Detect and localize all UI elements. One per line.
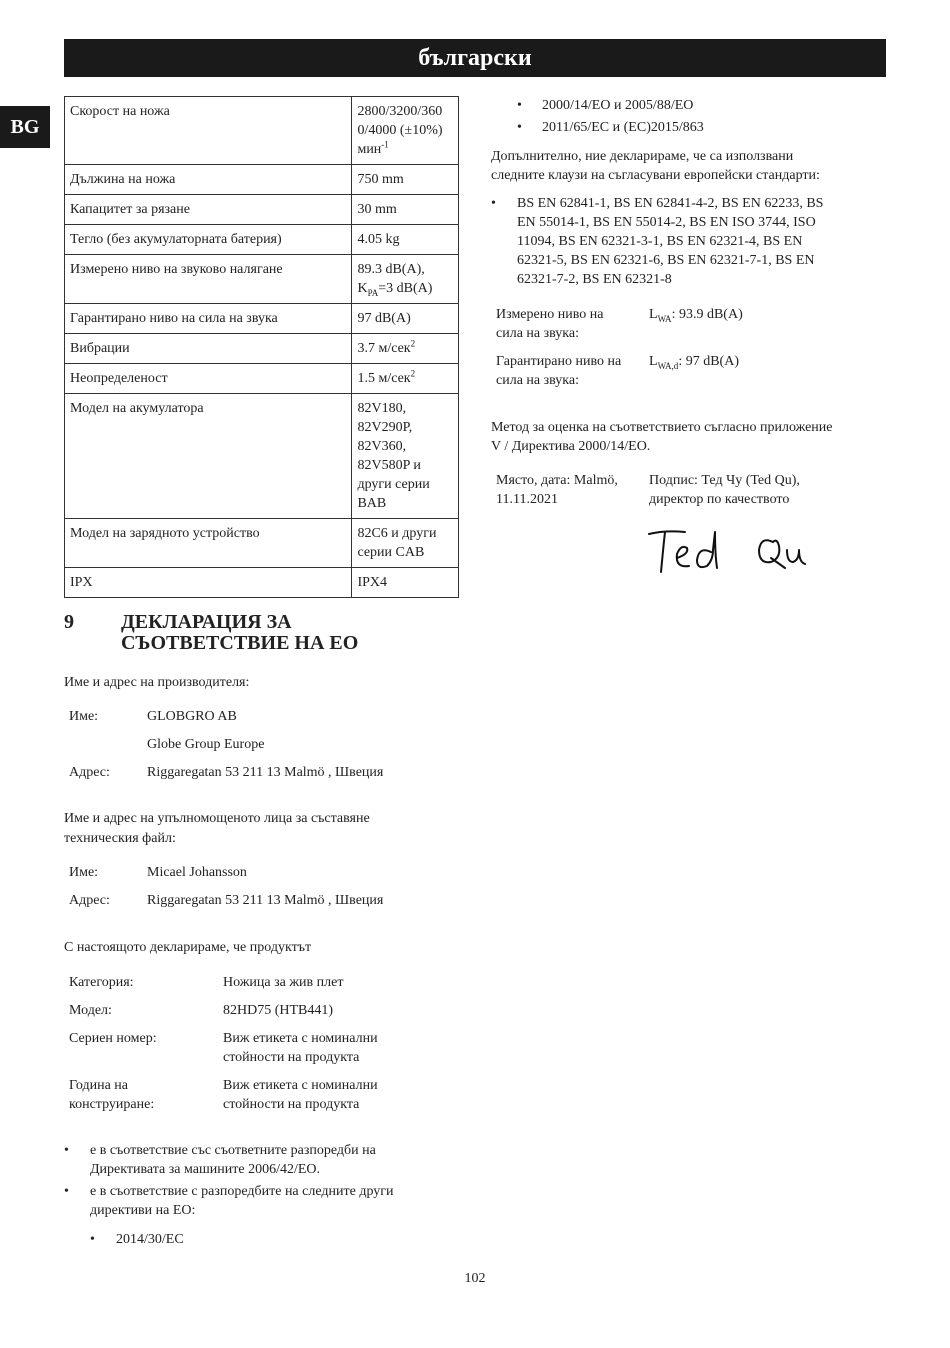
spec-row — [65, 97, 459, 165]
standards-intro-2: следните клаузи на съгласувани европейски стандарти: — [491, 168, 820, 183]
product-year-1: Виж етикета с номинални — [223, 1078, 378, 1093]
page-number: 102 — [464, 1271, 486, 1286]
spec-value: 82C6 и други серии CAB — [352, 519, 459, 568]
bullet-dot: • — [517, 120, 522, 135]
directive-2014-30: 2014/30/EC — [116, 1232, 184, 1247]
directive-2000-14: 2000/14/ЕО и 2005/88/ЕО — [542, 98, 694, 113]
language-tab: BG — [0, 106, 50, 148]
directive-2011-65: 2011/65/EC и (EC)2015/863 — [542, 120, 704, 135]
authorized-address: Riggaregatan 53 211 13 Malmö , Швеция — [147, 893, 384, 908]
spec-label: Измерено ниво на звуково налягане — [65, 255, 352, 304]
spec-value: 2800/3200/360 0/4000 (±10%) мин$^{-1}$ — [352, 97, 459, 165]
spec-row — [65, 519, 459, 568]
spec-table — [64, 96, 459, 598]
spec-value: 4.05 kg — [352, 225, 459, 255]
compliance-b1-line-1: е в съответствие със съответните разпоредби на — [90, 1143, 376, 1158]
section-title: ДЕКЛАРАЦИЯ ЗА СЪОТВЕТСТВИЕ НА ЕО — [121, 611, 359, 654]
spec-label: Гарантирано ниво на сила на звука — [65, 304, 352, 334]
spec-value: 82V180, 82V290P, 82V360, 82V580P и други серии BAB — [352, 394, 459, 519]
standards-line-3: 11094, BS EN 62321-3-1, BS EN 62321-4, BS EN — [517, 234, 803, 249]
bullet-dot: • — [491, 196, 496, 211]
product-model-label: Модел: — [69, 1003, 112, 1018]
guaranteed-label-1: Гарантирано ниво на — [496, 354, 622, 369]
product-year-2: стойности на продукта — [223, 1097, 360, 1112]
standards-line-5: 62321-7-2, BS EN 62321-8 — [517, 272, 672, 287]
spec-label: Модел на акумулатора — [65, 394, 352, 519]
signatory-line-2: директор по качеството — [649, 492, 790, 507]
spec-value: 89.3 dB(A), $K_{PA}=3$ dB(A) — [352, 255, 459, 304]
method-line-2: V / Директива 2000/14/ЕО. — [491, 439, 651, 454]
product-model: 82HD75 (HTB441) — [223, 1003, 334, 1018]
spec-label: Скорост на ножа — [65, 97, 352, 165]
manufacturer-name-1: GLOBGRO AB — [147, 709, 237, 724]
spec-value: 97 dB(A) — [352, 304, 459, 334]
authorized-address-label: Адрес: — [69, 893, 110, 908]
spec-value: 3.7 м/сек$^2$ — [352, 334, 459, 364]
product-category-label: Категория: — [69, 975, 134, 990]
spec-row — [65, 165, 459, 195]
standards-line-4: 62321-5, BS EN 62321-6, BS EN 62321-7-1, BS EN — [517, 253, 815, 268]
product-serial-1: Виж етикета с номинални — [223, 1031, 378, 1046]
authorized-name-label: Име: — [69, 865, 99, 880]
page-header-title: български — [64, 39, 886, 77]
manufacturer-address-label: Адрес: — [69, 765, 110, 780]
spec-row — [65, 255, 459, 304]
bullet-dot: • — [517, 98, 522, 113]
spec-label: IPX — [65, 568, 352, 598]
spec-value: 1.5 м/сек$^2$ — [352, 364, 459, 394]
spec-label: Неопределеност — [65, 364, 352, 394]
manufacturer-intro: Име и адрес на производителя: — [64, 675, 250, 690]
manufacturer-name-label: Име: — [69, 709, 99, 724]
guaranteed-value: $L_{WA,d}$: 97 dB(A) — [649, 354, 739, 371]
spec-row — [65, 364, 459, 394]
spec-row — [65, 304, 459, 334]
measured-label-2: сила на звука: — [496, 326, 579, 341]
spec-label: Тегло (без акумулаторната батерия) — [65, 225, 352, 255]
spec-value: 750 mm — [352, 165, 459, 195]
measured-label-1: Измерено ниво на — [496, 307, 604, 322]
signatory-line-1: Подпис: Тед Чу (Ted Qu), — [649, 473, 800, 488]
compliance-b1-line-2: Директивата за машините 2006/42/ЕО. — [90, 1162, 321, 1177]
spec-value: 30 mm — [352, 195, 459, 225]
standards-line-2: EN 55014-1, BS EN 55014-2, BS EN ISO 3744, ISO — [517, 215, 816, 230]
spec-row — [65, 394, 459, 519]
product-year-label-1: Година на — [69, 1078, 128, 1093]
authorized-intro-1: Име и адрес на упълномощеното лица за съставяне — [64, 811, 370, 826]
product-category: Ножица за жив плет — [223, 975, 344, 990]
product-serial-2: стойности на продукта — [223, 1050, 360, 1065]
bullet-dot: • — [64, 1143, 69, 1158]
guaranteed-label-2: сила на звука: — [496, 373, 579, 388]
bullet-dot: • — [64, 1184, 69, 1199]
spec-row — [65, 225, 459, 255]
method-line-1: Метод за оценка на съответствието съгласно приложение — [491, 420, 833, 435]
spec-row — [65, 568, 459, 598]
measured-value: $L_{WA}$: 93.9 dB(A) — [649, 307, 743, 324]
section-number: 9 — [64, 611, 74, 633]
compliance-b2-line-1: е в съответствие с разпоредбите на следните други — [90, 1184, 394, 1199]
product-serial-label: Сериен номер: — [69, 1031, 157, 1046]
standards-intro-1: Допълнително, ние декларираме, че са използвани — [491, 149, 794, 164]
spec-row — [65, 334, 459, 364]
authorized-name: Micael Johansson — [147, 865, 247, 880]
manufacturer-address: Riggaregatan 53 211 13 Malmö , Швеция — [147, 765, 384, 780]
spec-label: Капацитет за рязане — [65, 195, 352, 225]
authorized-intro-2: техническия файл: — [64, 831, 176, 846]
spec-value: IPX4 — [352, 568, 459, 598]
product-intro: С настоящото декларираме, че продуктът — [64, 940, 312, 955]
spec-row — [65, 195, 459, 225]
standards-line-1: BS EN 62841-1, BS EN 62841-4-2, BS EN 62233, BS — [517, 196, 824, 211]
product-year-label-2: конструиране: — [69, 1097, 155, 1112]
compliance-b2-line-2: директиви на ЕО: — [90, 1203, 196, 1218]
spec-label: Модел на зарядното устройство — [65, 519, 352, 568]
spec-label: Дължина на ножа — [65, 165, 352, 195]
place-date-1: Място, дата: Malmö, — [496, 473, 618, 488]
handwritten-signature — [645, 520, 820, 580]
place-date-2: 11.11.2021 — [496, 492, 558, 507]
manufacturer-name-2: Globe Group Europe — [147, 737, 265, 752]
bullet-dot: • — [90, 1232, 95, 1247]
spec-label: Вибрации — [65, 334, 352, 364]
